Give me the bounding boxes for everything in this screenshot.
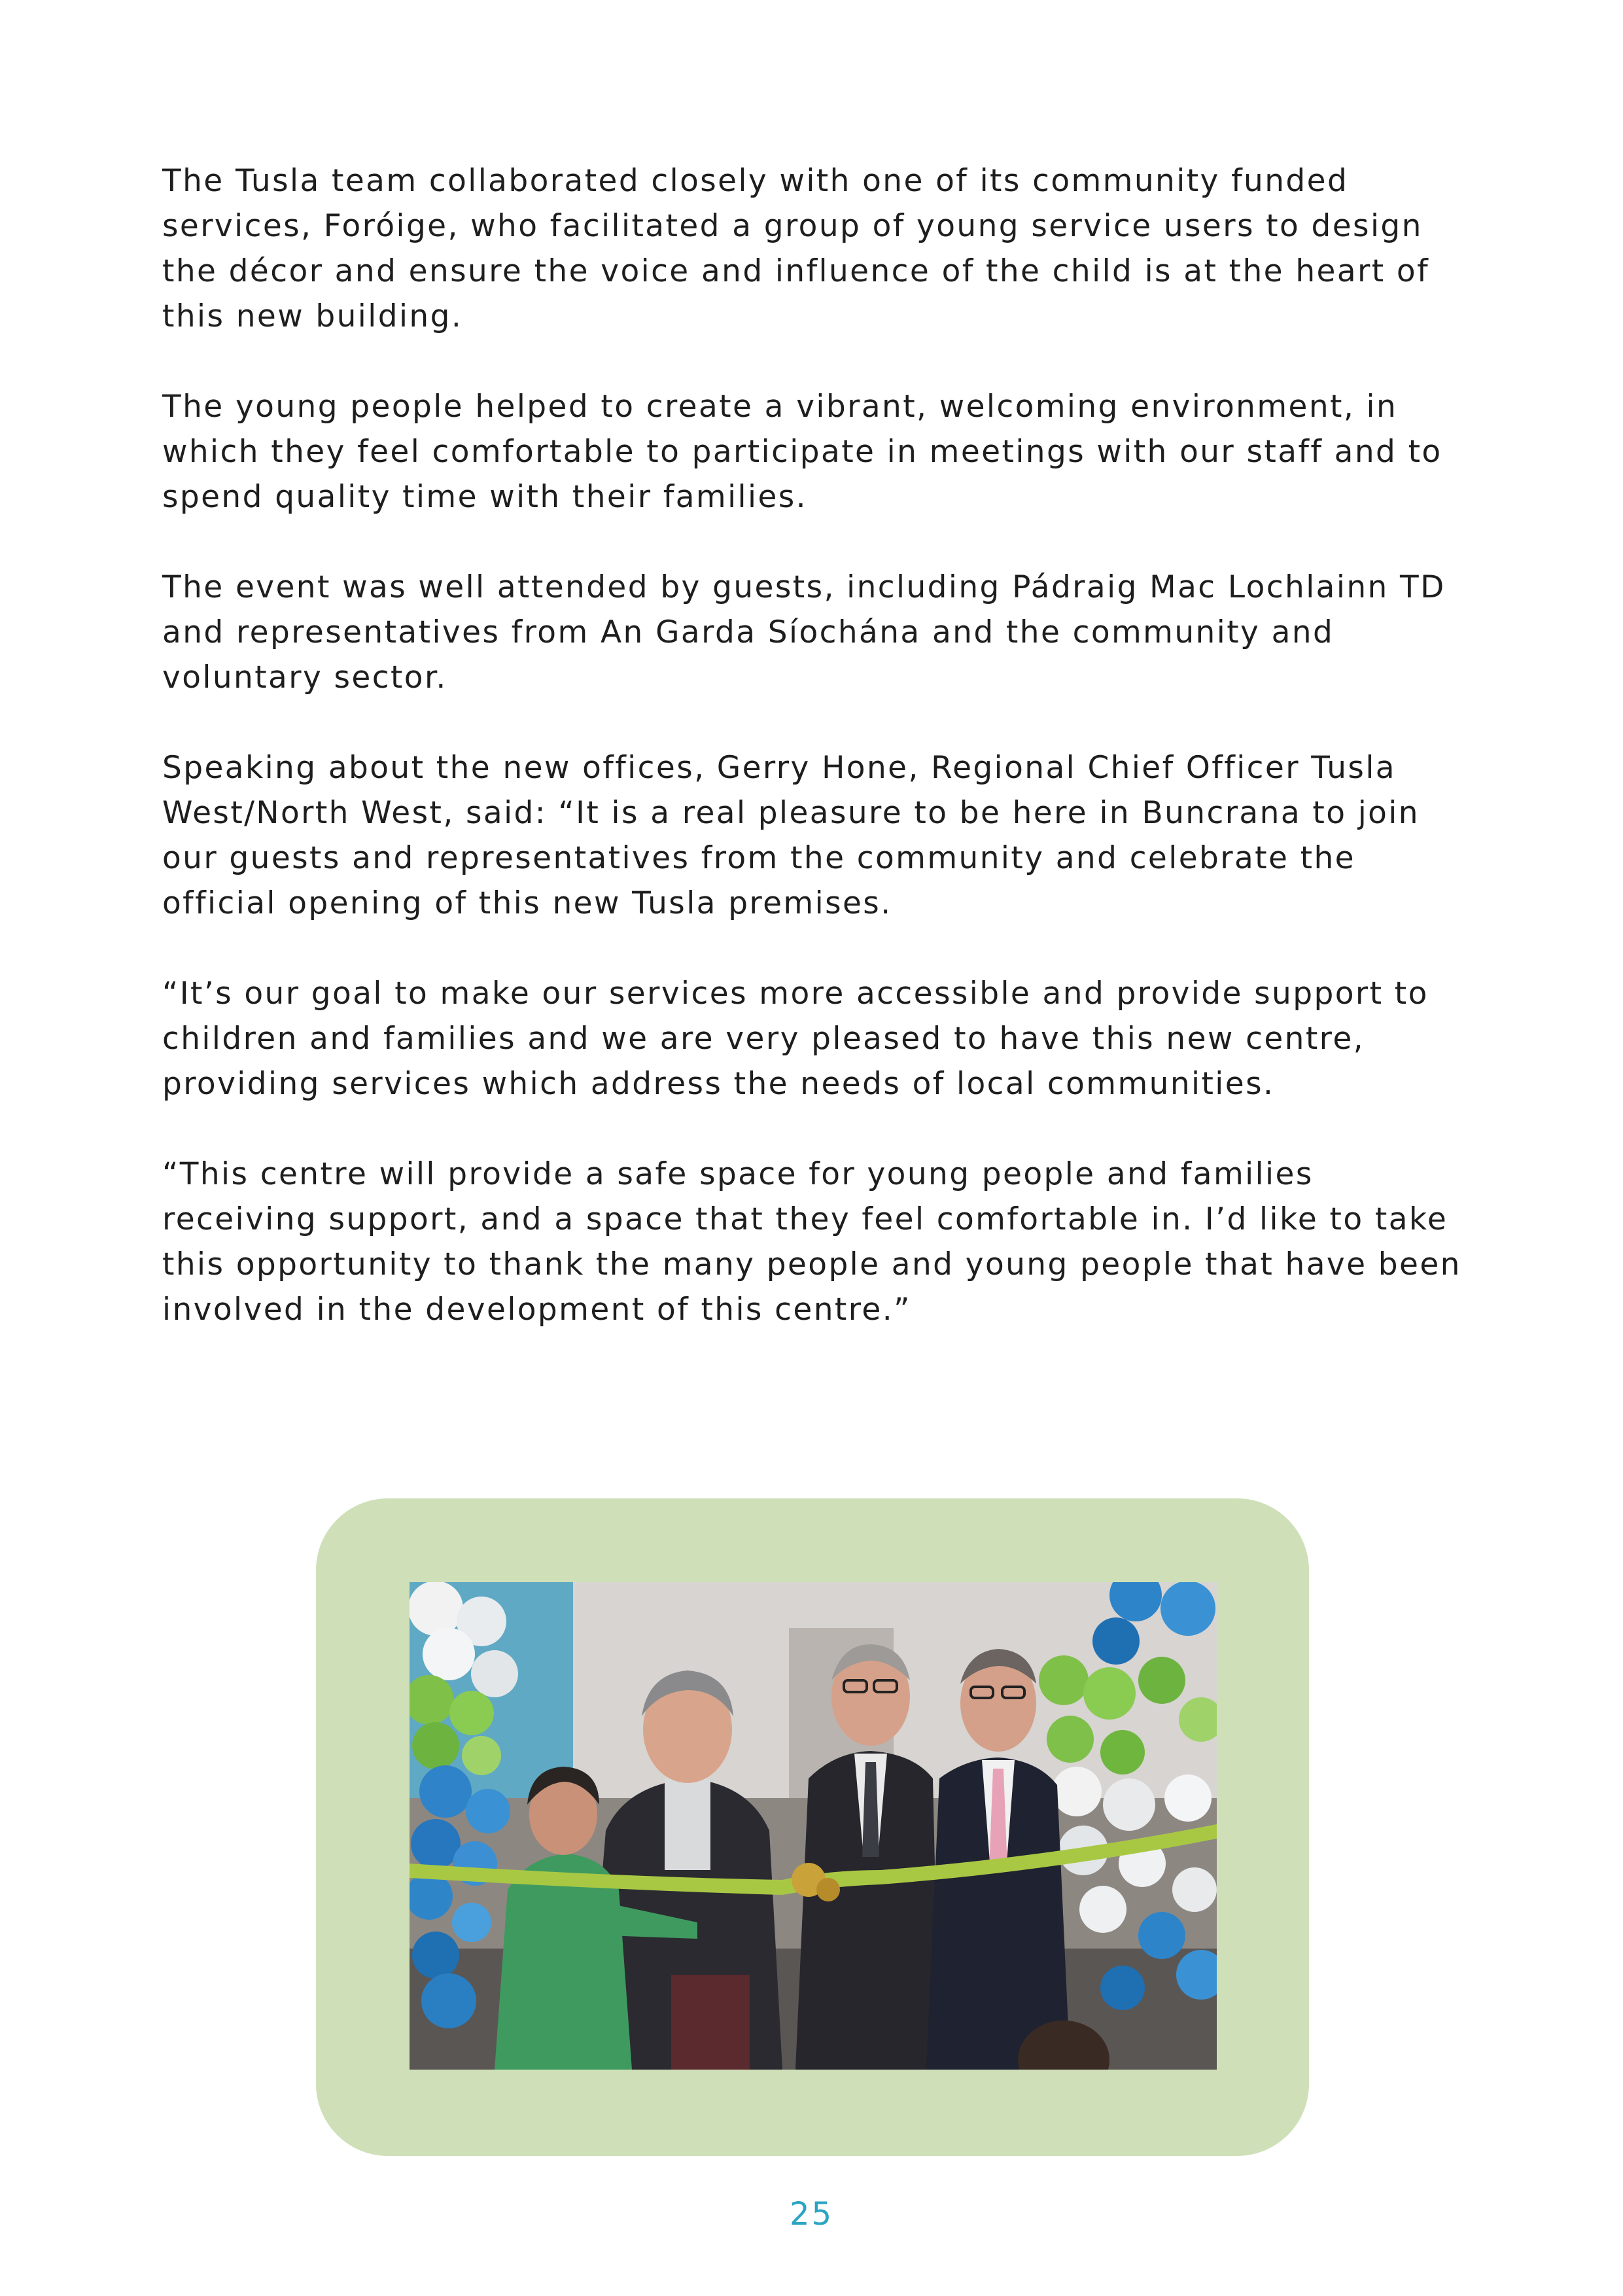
paragraph-quote-goal: “It’s our goal to make our services more accessible and provide support to children and families and we are very pleased to have this new centre, providing services which address the needs of local communities. — [162, 976, 1429, 1102]
page-number: 25 — [789, 2196, 834, 2233]
paragraph-environment: The young people helped to create a vibrant, welcoming environment, in which they feel comfortable to participate in meetings with our staff and to spend quality time with their families. — [162, 389, 1442, 515]
article-body — [162, 158, 1477, 1377]
paragraph-quote-thanks: “This centre will provide a safe space for young people and families receiving support, and a space that they feel comfortable in. I’d like to take this opportunity to thank the many people and young people that have been involved in the development of this centre.” — [162, 1156, 1461, 1328]
paragraph-quote-intro: Speaking about the new offices, Gerry Hone, Regional Chief Officer Tusla West/North West, said: “It is a real pleasure to be here in Buncrana to join our guests and representatives from the community and celebrate the official opening of this new Tusla premises. — [162, 750, 1420, 921]
ribbon-cutting-photo — [410, 1582, 1217, 2070]
paragraph-event: The event was well attended by guests, including Pádraig Mac Lochlainn TD and representatives from An Garda Síochána and the community and voluntary sector. — [162, 569, 1446, 696]
photo-frame — [316, 1498, 1309, 2156]
paragraph-collaboration: The Tusla team collaborated closely with one of its community funded services, Foróige, who facilitated a group of young service users to design the décor and ensure the voice and influence of the child is at the heart of this new building. — [162, 163, 1430, 334]
